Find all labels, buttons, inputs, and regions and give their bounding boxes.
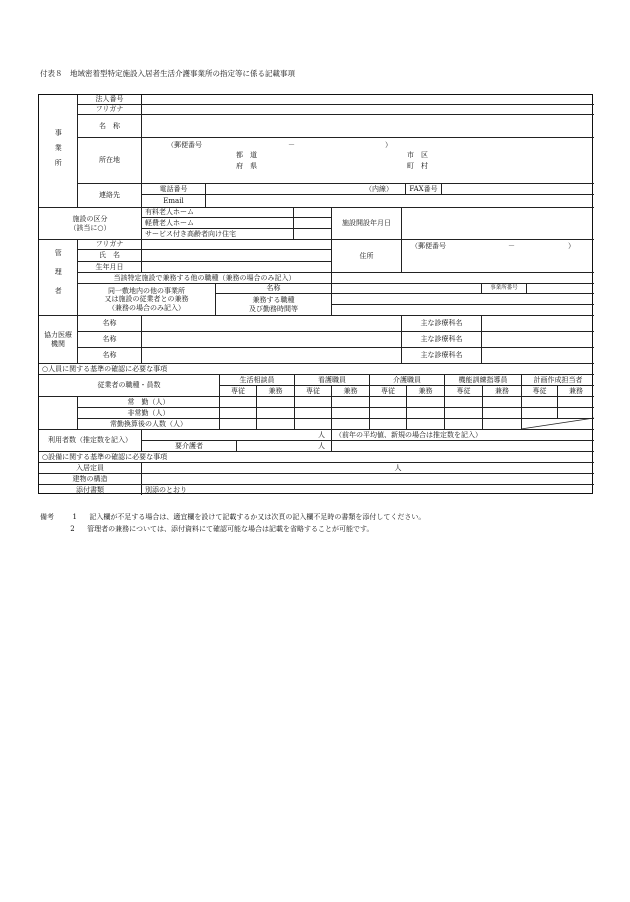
nyukyo-teiin-field[interactable] <box>141 462 594 473</box>
heinen-note: （前年の平均値、新規の場合は推定数を記入） <box>331 429 594 440</box>
staff-count-cell[interactable] <box>256 418 294 429</box>
naisen-label: （内線） <box>365 184 393 193</box>
staff-count-cell[interactable] <box>369 418 406 429</box>
jusho-label: 住所 <box>331 239 401 272</box>
meisho-label: 名 称 <box>77 114 141 137</box>
sub-header: 専従 <box>521 385 557 396</box>
sub-header: 兼務 <box>406 385 444 396</box>
shinryo-label: 主な診療科名 <box>401 315 481 331</box>
tenpu-value: 別添のとおり <box>141 484 594 495</box>
sub-header: 専従 <box>294 385 331 396</box>
staff-count-cell[interactable] <box>444 418 482 429</box>
staff-count-cell[interactable] <box>294 407 331 418</box>
staff-count-cell[interactable] <box>406 418 444 429</box>
setsubi-heading: ○設備に関する基準の確認に必要な事項 <box>39 451 594 462</box>
shinryo-field[interactable] <box>481 331 594 347</box>
staff-count-cell[interactable] <box>482 396 521 407</box>
doitsu-label-1: 同一敷地内の他の事業所 <box>108 286 185 295</box>
seinengappi-label: 生年月日 <box>77 261 141 272</box>
riyosha-label: 利用者数（推定数を記入） <box>39 429 141 451</box>
nyukyo-teiin-unit: 人 <box>394 463 402 472</box>
staff-count-cell[interactable] <box>444 407 482 418</box>
furigana-field[interactable] <box>141 104 594 114</box>
staff-count-cell[interactable] <box>219 396 256 407</box>
sub-header: 専従 <box>369 385 406 396</box>
form-title: 付表８ 地域密着型特定施設入居者生活介護事業所の指定等に係る記載事項 <box>40 69 295 78</box>
section-label-kanrisha <box>39 239 77 315</box>
sub-header: 専従 <box>444 385 482 396</box>
kubun-check-field[interactable] <box>293 207 331 217</box>
kubun-label-1: 施設の区分 <box>72 215 108 224</box>
doitsu-label-3: （兼務の場合のみ記入） <box>108 303 185 312</box>
jinin-heading: ○人員に関する基準の確認に必要な事項 <box>39 363 594 374</box>
denwa-field[interactable] <box>205 183 405 194</box>
nyukyo-teiin-label: 入居定員 <box>39 462 141 473</box>
kubun-label-2: （該当に○） <box>69 223 111 232</box>
section-label-jigyosho <box>39 95 77 207</box>
kenmu-shokushu-label <box>215 293 331 315</box>
yubin-open: （郵便番号 <box>167 141 202 149</box>
staff-count-cell[interactable] <box>521 407 557 418</box>
denwa-label: 電話番号 <box>141 183 205 194</box>
kenmu-shokushu-field[interactable] <box>331 293 594 304</box>
kanrisha-furigana-label: フリガナ <box>77 239 141 249</box>
kanrisha-shimei-label: 氏 名 <box>77 249 141 261</box>
jusho-field[interactable] <box>401 239 594 272</box>
shozaichi-label: 所在地 <box>77 137 141 183</box>
doitsu-meisho-label: 名称 <box>215 283 331 293</box>
tenpu-label: 添付書類 <box>39 484 141 495</box>
houjin-bangou-field[interactable] <box>141 95 594 104</box>
sub-header: 兼務 <box>256 385 294 396</box>
notes <box>40 511 425 535</box>
jigyosho-bangou-label: 事業所番号 <box>481 283 526 293</box>
tatemono-field[interactable] <box>141 473 594 484</box>
kyoryoku-name-field[interactable] <box>141 347 401 363</box>
diagonal-strike <box>521 418 594 429</box>
section-label-kyoryoku <box>39 315 77 363</box>
kinmu-jikan-field[interactable] <box>331 304 594 315</box>
meisho-field[interactable] <box>141 114 594 137</box>
sub-header: 兼務 <box>482 385 521 396</box>
note-2-number: 2 <box>70 525 75 533</box>
fax-label: FAX番号 <box>405 183 441 194</box>
kenmu-field[interactable] <box>331 272 594 283</box>
staff-count-cell[interactable] <box>331 396 369 407</box>
shinryo-field[interactable] <box>481 315 594 331</box>
kanzan-label: 常勤換算後の人数（人） <box>77 418 219 429</box>
note-2-text: 管理者の兼務については、添付資料にて確認可能な場合は記載を省略することが可能です。 <box>87 525 374 533</box>
yokaigo-blank <box>331 440 594 451</box>
staff-count-cell[interactable] <box>369 407 406 418</box>
kubun-option: 軽費老人ホーム <box>141 217 293 228</box>
chouson-label: 町 村 <box>407 162 428 170</box>
kyoryoku-label-2: 機関 <box>51 339 65 348</box>
furigana-label: フリガナ <box>77 104 141 114</box>
note-1-number: 1 <box>72 513 77 521</box>
seinengappi-field[interactable] <box>141 261 331 272</box>
doitsu-label <box>77 283 215 315</box>
kubun-check-field[interactable] <box>293 217 331 228</box>
kyoryoku-name-label: 名称 <box>77 315 141 331</box>
staff-count-cell[interactable] <box>256 396 294 407</box>
kyoryoku-label-1: 協力医療 <box>44 331 72 340</box>
kubun-option: サービス付き高齢者向け住宅 <box>141 228 293 239</box>
tatemono-label: 建物の構造 <box>39 473 141 484</box>
application-form <box>38 94 593 494</box>
staff-type-header: 生活相談員 <box>219 374 294 385</box>
houjin-bangou-label: 法人番号 <box>77 95 141 104</box>
staff-count-cell[interactable] <box>331 418 369 429</box>
staff-count-cell[interactable] <box>219 418 256 429</box>
yokaigo-unit: 人 <box>318 441 325 450</box>
staff-count-cell[interactable] <box>521 396 557 407</box>
jigyosho-bangou-field[interactable] <box>526 283 594 293</box>
yokaigo-label: 要介護者 <box>141 440 236 451</box>
staff-type-header: 介護職員 <box>369 374 444 385</box>
email-field[interactable] <box>205 194 594 207</box>
riyosha-field[interactable] <box>141 429 331 440</box>
shinryo-label: 主な診療科名 <box>401 331 481 347</box>
yubin-dash: － <box>288 141 295 149</box>
kenmu-shokushu-2: 及び勤務時間等 <box>249 304 298 313</box>
kanrisha-shimei-field[interactable] <box>141 249 331 261</box>
kyoryoku-name-label: 名称 <box>77 331 141 347</box>
note-1-text: 記入欄が不足する場合は、適宜欄を設けて記載するか又は次頁の記入欄不足時の書類を添付してください。 <box>89 513 426 521</box>
yubin-close: ） <box>385 141 392 149</box>
staff-count-cell[interactable] <box>406 407 444 418</box>
staff-count-cell[interactable] <box>406 396 444 407</box>
staff-count-cell[interactable] <box>557 396 594 407</box>
email-label: Email <box>141 194 205 207</box>
kanrisha-label: 管理者 <box>54 249 63 306</box>
shokushu-label: 従業者の職種・員数 <box>39 374 219 396</box>
staff-count-cell[interactable] <box>294 418 331 429</box>
kaisetsu-label: 施設開設年月日 <box>331 207 401 239</box>
kenmu-shokushu-1: 兼務する職種 <box>252 296 295 305</box>
shinryo-field[interactable] <box>481 347 594 363</box>
jigyosho-label: 事業所 <box>54 128 63 174</box>
doitsu-meisho-field[interactable] <box>331 283 481 293</box>
shozaichi-field[interactable] <box>141 137 594 183</box>
biko-label: 備考 <box>40 513 54 521</box>
note-1 <box>40 511 425 523</box>
todo-label: 都 道 <box>236 151 257 159</box>
kanrisha-furigana-field[interactable] <box>141 239 331 249</box>
fuken-label: 府 県 <box>236 162 257 170</box>
staff-count-cell[interactable] <box>557 407 594 418</box>
staff-count-cell[interactable] <box>482 418 521 429</box>
shinryo-label: 主な診療科名 <box>401 347 481 363</box>
staff-count-cell[interactable] <box>369 396 406 407</box>
staff-count-cell[interactable] <box>219 407 256 418</box>
staff-type-header: 計画作成担当者 <box>521 374 594 385</box>
note-2 <box>40 523 425 535</box>
shiku-label: 市 区 <box>407 151 428 159</box>
kyoryoku-name-field[interactable] <box>141 315 401 331</box>
staff-type-header: 看護職員 <box>294 374 369 385</box>
kanrisha-yubin-dash: － <box>508 242 515 250</box>
kaisetsu-field[interactable] <box>401 207 594 239</box>
staff-count-cell[interactable] <box>294 396 331 407</box>
staff-count-cell[interactable] <box>256 407 294 418</box>
kanrisha-yubin-close: ） <box>568 242 575 250</box>
kubun-check-field[interactable] <box>293 228 331 239</box>
sub-header: 兼務 <box>557 385 594 396</box>
jinin-blank-cell <box>39 396 77 429</box>
staff-type-header: 機能訓練指導員 <box>444 374 521 385</box>
kyoryoku-name-field[interactable] <box>141 331 401 347</box>
riyosha-unit: 人 <box>318 430 325 439</box>
kenmu-heading: 当該特定施設で兼務する他の職種（兼務の場合のみ記入） <box>77 272 331 283</box>
sub-header: 兼務 <box>331 385 369 396</box>
sub-header: 専従 <box>219 385 256 396</box>
doitsu-label-2: 又は施設の従業者との兼務 <box>104 295 189 304</box>
hijokin-label: 非常勤（人） <box>77 407 219 418</box>
staff-count-cell[interactable] <box>444 396 482 407</box>
jokin-label: 常 勤（人） <box>77 396 219 407</box>
shisetsu-kubun-label <box>39 207 141 239</box>
kyoryoku-name-label: 名称 <box>77 347 141 363</box>
kubun-option: 有料老人ホーム <box>141 207 293 217</box>
renrakusaki-label: 連絡先 <box>77 183 141 207</box>
staff-count-cell[interactable] <box>482 407 521 418</box>
yokaigo-field[interactable] <box>236 440 331 451</box>
fax-field[interactable] <box>441 183 594 194</box>
kanrisha-yubin-open: （郵便番号 <box>411 242 446 250</box>
staff-count-cell[interactable] <box>331 407 369 418</box>
